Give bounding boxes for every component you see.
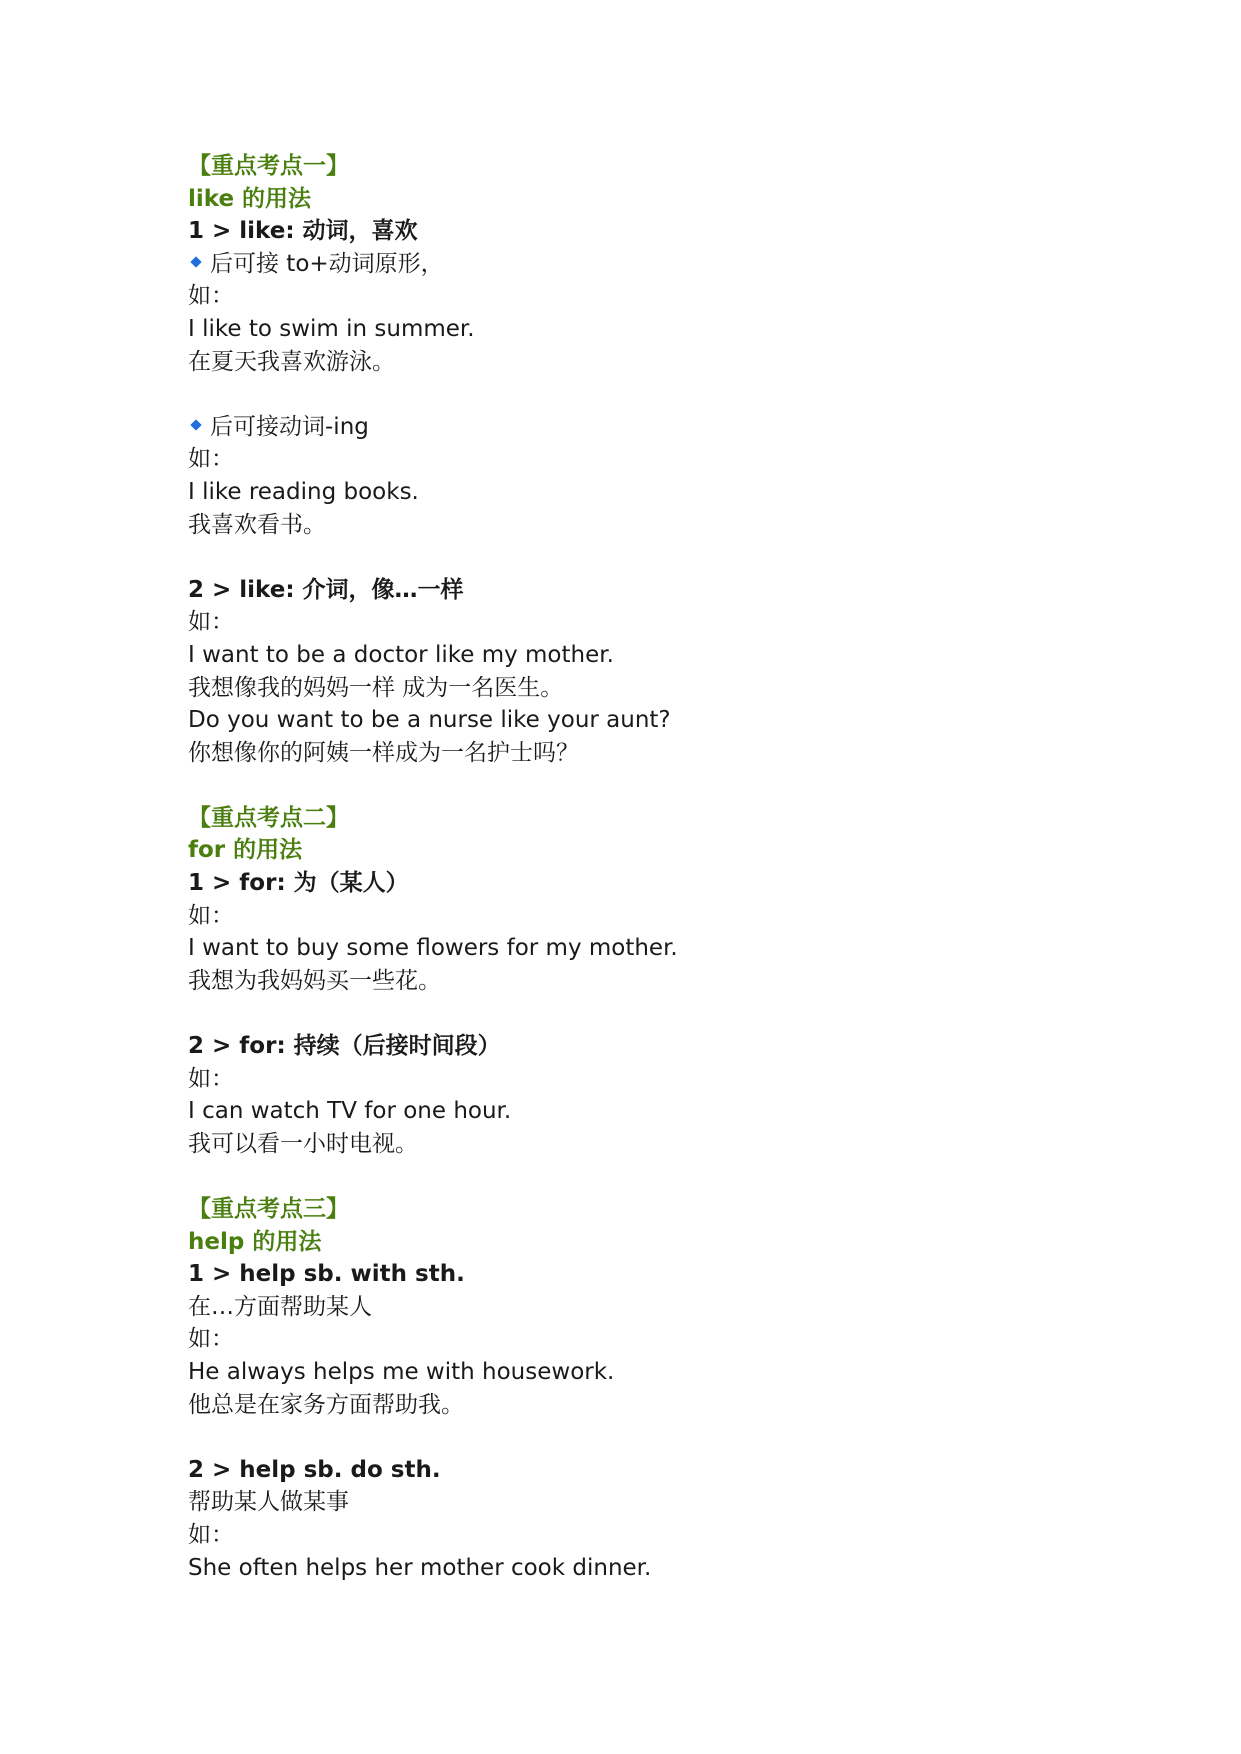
document-page [188, 150, 1088, 1584]
example-en: I like reading books. [188, 478, 419, 505]
example-en: I want to be a doctor like my mother. [188, 641, 614, 668]
section-header: 【重点考点一】 [188, 153, 349, 179]
spacer [188, 378, 1088, 411]
item-meaning: 在…方面帮助某人 [188, 1293, 372, 1320]
example-zh: 在夏天我喜欢游泳。 [188, 348, 395, 375]
example-zh: 我可以看一小时电视。 [188, 1130, 418, 1157]
example-zh: 我想像我的妈妈一样 成为一名医生。 [188, 674, 564, 701]
example-zh: 我想为我妈妈买一些花。 [188, 967, 441, 994]
example-en: She often helps her mother cook dinner. [188, 1554, 652, 1581]
bullet-line [188, 411, 1088, 444]
spacer [188, 1160, 1088, 1193]
item-meaning: 帮助某人做某事 [188, 1489, 349, 1516]
section-title: for 的用法 [188, 837, 303, 864]
item-heading: 1 > for: 为（某人） [188, 870, 409, 897]
item-heading: 1 > help sb. with sth. [188, 1261, 465, 1288]
example-label: 如： [188, 1065, 234, 1092]
example-label: 如： [188, 1521, 234, 1548]
example-en: I can watch TV for one hour. [188, 1098, 512, 1125]
example-label: 如： [188, 609, 234, 636]
spacer [188, 769, 1088, 802]
example-en: I like to swim in summer. [188, 315, 475, 342]
spacer [188, 1421, 1088, 1454]
section-header: 【重点考点二】 [188, 804, 349, 831]
example-zh: 你想像你的阿姨一样成为一名护士吗？ [188, 739, 579, 766]
section-title: like 的用法 [188, 185, 312, 212]
example-zh: 我喜欢看书。 [188, 511, 326, 538]
spacer [188, 997, 1088, 1030]
example-en: Do you want to be a nurse like your aunt? [188, 707, 671, 734]
example-label: 如： [188, 283, 234, 310]
item-heading: 1 > like: 动词，喜欢 [188, 218, 418, 245]
example-en: I want to buy some flowers for my mother. [188, 935, 678, 962]
example-label: 如： [188, 1326, 234, 1353]
bullet-text: 后可接动词-ing [210, 413, 369, 440]
spacer [188, 541, 1088, 574]
item-heading: 2 > for: 持续（后接时间段） [188, 1033, 501, 1060]
example-label: 如： [188, 446, 234, 473]
section-title: help 的用法 [188, 1228, 322, 1255]
example-en: He always helps me with housework. [188, 1358, 615, 1385]
example-label: 如： [188, 902, 234, 929]
bullet-text: 后可接 to+动词原形， [210, 250, 444, 277]
diamond-bullet-icon [190, 420, 201, 431]
item-heading: 2 > help sb. do sth. [188, 1456, 441, 1483]
example-zh: 他总是在家务方面帮助我。 [188, 1391, 464, 1418]
section-header: 【重点考点三】 [188, 1196, 349, 1222]
bullet-line [188, 248, 1088, 281]
item-heading: 2 > like: 介词，像…一样 [188, 576, 464, 603]
diamond-bullet-icon [190, 257, 201, 268]
